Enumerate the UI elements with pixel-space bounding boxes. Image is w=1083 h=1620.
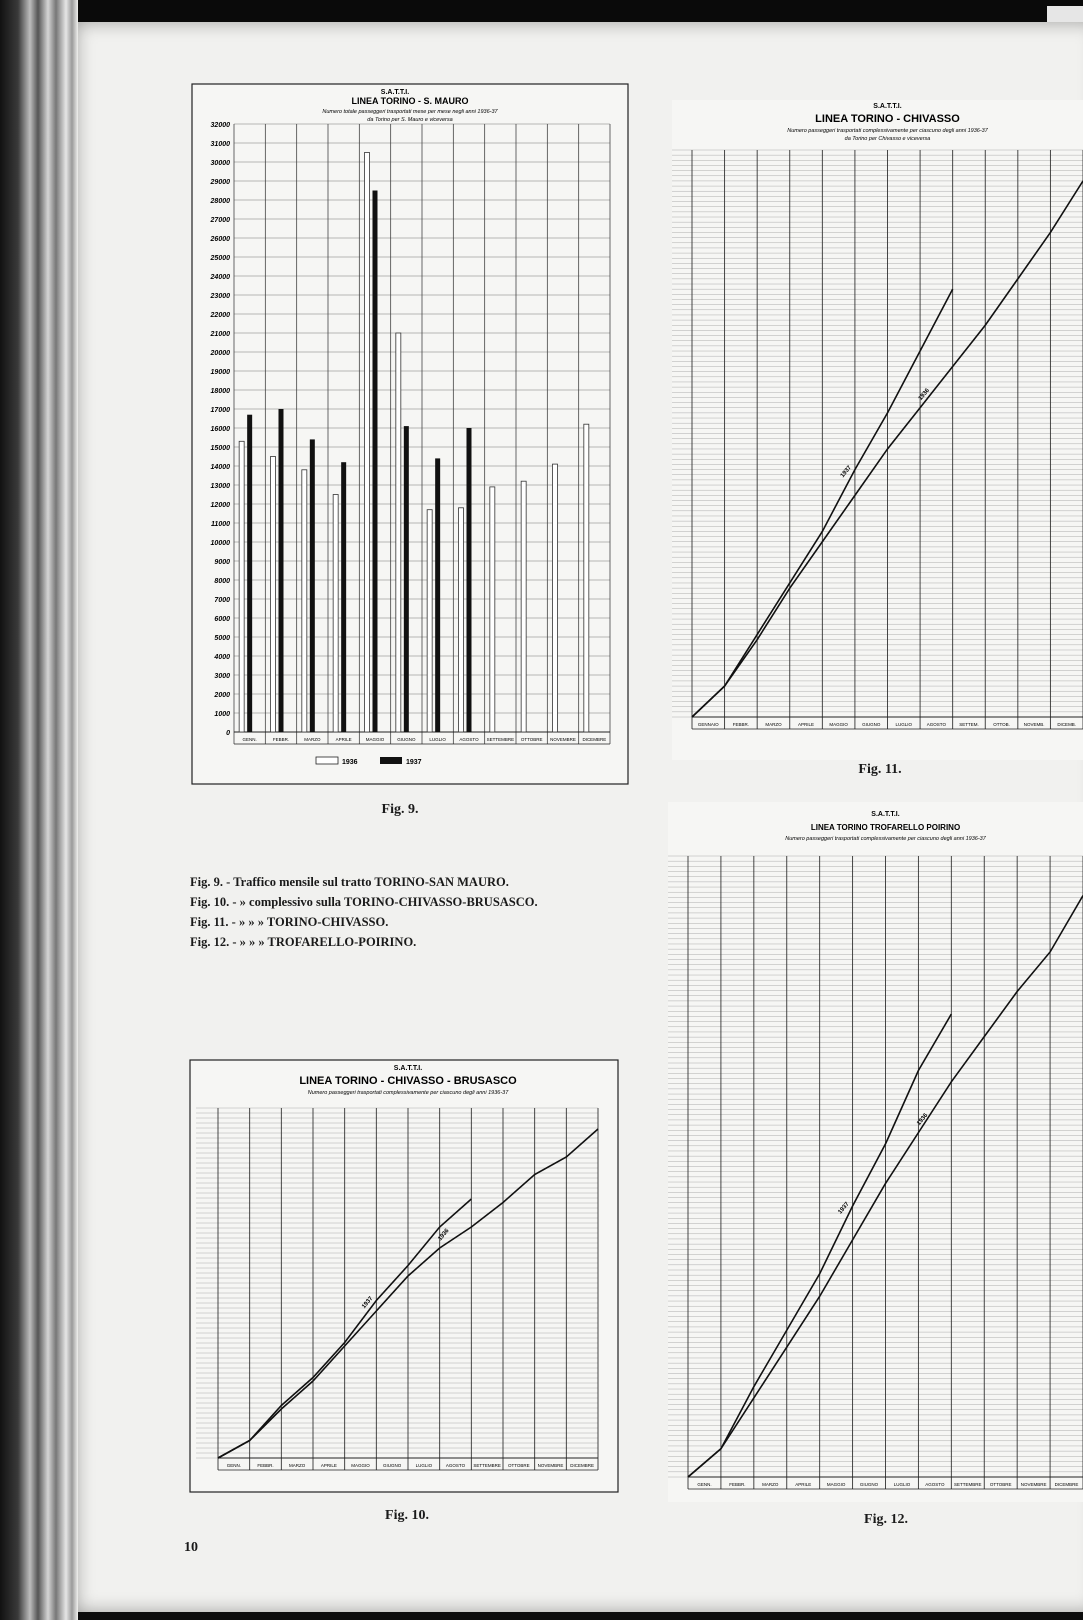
y-tick-label: 30000 <box>210 160 230 167</box>
x-tick-label: DICEMBRE <box>582 737 607 742</box>
figure-captions-list <box>190 872 538 952</box>
legend-swatch-1937 <box>380 757 402 764</box>
y-tick-label: 24000 <box>210 274 230 281</box>
x-tick-label: MARZO <box>762 1482 779 1487</box>
fig10-line-chart <box>188 1058 620 1494</box>
caption-row-fig10 <box>190 892 538 912</box>
y-tick-label: 20000 <box>210 350 230 357</box>
x-tick-label: LUGLIO <box>895 722 913 727</box>
y-tick-label: 1000 <box>214 711 230 718</box>
y-tick-label: 14000 <box>210 464 230 471</box>
legend-label-1937: 1937 <box>406 759 422 766</box>
caption-fig-num: Fig. 11. - <box>190 915 236 929</box>
x-tick-label: DICEMBRE <box>570 1463 595 1468</box>
y-tick-label: 16000 <box>210 426 230 433</box>
x-tick-label: OTTOBRE <box>989 1482 1012 1487</box>
caption-row-fig11 <box>190 912 538 932</box>
x-tick-label: MAGGIO <box>829 722 848 727</box>
bar-1937 <box>435 458 440 732</box>
x-tick-label: SETTEMBRE <box>486 737 515 742</box>
series-label-1936: 1936 <box>917 387 931 402</box>
chart-title: LINEA TORINO TROFARELLO POIRINO <box>810 823 961 832</box>
fig9-bar-chart <box>190 82 630 790</box>
x-tick-label: OTTOBRE <box>507 1463 530 1468</box>
x-tick-label: FEBBR. <box>272 737 290 742</box>
y-tick-label: 31000 <box>210 141 230 148</box>
x-tick-label: AGOSTO <box>925 1482 945 1487</box>
caption-text: Traffico mensile sul tratto TORINO-SAN MAURO. <box>233 875 509 889</box>
chart-title-top: S.A.T.T.I. <box>873 103 902 110</box>
y-tick-label: 27000 <box>210 217 230 224</box>
chart-title: LINEA TORINO - S. MAURO <box>351 96 469 106</box>
y-tick-label: 9000 <box>214 559 230 566</box>
fig12-caption: Fig. 12. <box>864 1512 908 1527</box>
series-label-1937: 1937 <box>361 1295 375 1310</box>
x-tick-label: OTTOB. <box>993 722 1010 727</box>
chart-subtitle: Numero passeggeri trasportati complessivamente per ciascuno degli anni 1936-37 <box>307 1090 509 1096</box>
x-tick-label: APRILE <box>798 722 815 727</box>
bar-1937 <box>341 462 346 732</box>
y-tick-label: 18000 <box>210 388 230 395</box>
x-tick-label: OTTOBRE <box>520 737 543 742</box>
y-tick-label: 25000 <box>210 255 230 262</box>
fig9-caption: Fig. 9. <box>381 802 419 817</box>
bar-1936 <box>521 481 526 732</box>
y-tick-label: 5000 <box>214 635 230 642</box>
y-tick-label: 15000 <box>210 445 230 452</box>
x-tick-label: AGOSTO <box>445 1463 466 1468</box>
chart-frame <box>190 1060 618 1492</box>
bar-1937 <box>247 415 252 732</box>
bar-1936 <box>396 333 401 732</box>
x-tick-label: NOVEMBRE <box>537 1463 564 1468</box>
fig11-line-chart <box>672 100 1083 760</box>
x-tick-label: GENNAIO <box>697 722 719 727</box>
bar-1936 <box>239 441 244 732</box>
y-tick-label: 22000 <box>210 312 230 319</box>
x-tick-label: SETTEMBRE <box>473 1463 501 1468</box>
y-tick-label: 0 <box>226 730 230 737</box>
x-tick-label: NOVEMBRE <box>1020 1482 1047 1487</box>
x-tick-label: MAGGIO <box>351 1463 370 1468</box>
caption-text: » » » TORINO-CHIVASSO. <box>238 915 389 929</box>
x-tick-label: MARZO <box>304 737 321 742</box>
caption-text: » complessivo sulla TORINO-CHIVASSO-BRUSASCO. <box>239 895 538 909</box>
x-tick-label: APRILE <box>335 737 352 742</box>
y-tick-label: 2000 <box>214 692 230 699</box>
chart-title: LINEA TORINO - CHIVASSO - BRUSASCO <box>299 1075 517 1087</box>
bar-1936 <box>584 424 589 732</box>
y-tick-label: 32000 <box>210 122 230 129</box>
y-tick-label: 11000 <box>211 521 230 528</box>
x-tick-label: DICEMB. <box>1057 722 1077 727</box>
bar-1936 <box>333 495 338 733</box>
x-tick-label: MARZO <box>765 722 782 727</box>
y-tick-label: 29000 <box>210 179 230 186</box>
fig11-caption: Fig. 11. <box>858 762 902 777</box>
chart-background <box>668 802 1083 1502</box>
fig10-caption: Fig. 10. <box>385 1508 429 1523</box>
page-number: 10 <box>184 1540 198 1555</box>
bar-1937 <box>372 191 377 733</box>
chart-title: LINEA TORINO - CHIVASSO <box>815 113 960 125</box>
x-tick-label: GENN. <box>242 737 257 742</box>
y-tick-label: 3000 <box>214 673 230 680</box>
series-label-1937: 1937 <box>839 464 853 480</box>
x-tick-label: SETTEM. <box>959 722 979 727</box>
series-label-1937: 1937 <box>837 1201 851 1216</box>
y-tick-label: 19000 <box>210 369 230 376</box>
y-tick-label: 21000 <box>210 331 230 338</box>
x-tick-label: FEBBR. <box>257 1463 274 1468</box>
caption-row-fig12 <box>190 932 538 952</box>
x-tick-label: DICEMBRE <box>1054 1482 1079 1487</box>
caption-fig-num: Fig. 12. - <box>190 935 237 949</box>
x-tick-label: NOVEMBRE <box>550 737 576 742</box>
bar-1936 <box>427 510 432 732</box>
chart-subtitle: Numero passeggeri trasportati complessivamente per ciascuno degli anni 1936-37 <box>785 836 986 842</box>
bar-1936 <box>458 508 463 732</box>
x-tick-label: MAGGIO <box>365 737 385 742</box>
y-tick-label: 12000 <box>210 502 230 509</box>
y-tick-label: 6000 <box>214 616 230 623</box>
x-tick-label: AGOSTO <box>926 722 946 727</box>
x-tick-label: APRILE <box>320 1463 337 1468</box>
y-tick-label: 8000 <box>214 578 230 585</box>
legend-swatch-1936 <box>316 757 338 764</box>
bar-1936 <box>364 153 369 733</box>
chart-title-top: S.A.T.T.I. <box>871 811 900 818</box>
series-label-1936: 1936 <box>916 1112 930 1127</box>
caption-row-fig9 <box>190 872 538 892</box>
chart-subtitle: Numero totale passeggeri trasportati mese per mese negli anni 1936-37 <box>322 109 498 115</box>
fig12-line-chart <box>668 802 1083 1502</box>
top-border <box>0 0 1083 22</box>
chart-subtitle-2: da Torino per S. Mauro e viceversa <box>367 117 453 123</box>
bar-1936 <box>270 457 275 733</box>
bar-1937 <box>404 426 409 732</box>
y-tick-label: 17000 <box>210 407 230 414</box>
x-tick-label: MAGGIO <box>826 1482 846 1487</box>
y-tick-label: 28000 <box>210 198 230 205</box>
chart-title-top: S.A.T.T.I. <box>380 89 410 96</box>
caption-fig-num: Fig. 9. - <box>190 875 231 889</box>
bar-1937 <box>278 409 283 732</box>
legend-label-1936: 1936 <box>342 759 358 766</box>
bar-1936 <box>552 464 557 732</box>
x-tick-label: GIUGNO <box>862 722 881 727</box>
caption-fig-num: Fig. 10. - <box>190 895 237 909</box>
x-tick-label: APRILE <box>795 1482 812 1487</box>
x-tick-label: NOVEMB. <box>1023 722 1045 727</box>
x-tick-label: AGOSTO <box>459 737 479 742</box>
y-tick-label: 23000 <box>210 293 230 300</box>
x-tick-label: GIUGNO <box>397 737 416 742</box>
x-tick-label: LUGLIO <box>429 737 446 742</box>
x-tick-label: SETTEMBRE <box>954 1482 982 1487</box>
x-tick-label: GENN. <box>697 1482 712 1487</box>
bar-1936 <box>302 470 307 732</box>
x-tick-label: GENN. <box>226 1463 241 1468</box>
chart-title-top: S.A.T.T.I. <box>393 1065 423 1072</box>
chart-subtitle: Numero passeggeri trasportati complessivamente per ciascuno degli anni 1936-37 <box>787 128 988 134</box>
caption-text: » » » TROFARELLO-POIRINO. <box>239 935 417 949</box>
x-tick-label: GIUGNO <box>859 1482 879 1487</box>
y-tick-label: 13000 <box>210 483 230 490</box>
y-tick-label: 4000 <box>214 654 230 661</box>
x-tick-label: MARZO <box>289 1463 306 1468</box>
x-tick-label: LUGLIO <box>893 1482 911 1487</box>
bar-1937 <box>466 428 471 732</box>
series-label-1936: 1936 <box>437 1228 451 1243</box>
x-tick-label: GIUGNO <box>383 1463 402 1468</box>
bar-1936 <box>490 487 495 732</box>
chart-frame <box>192 84 628 784</box>
x-tick-label: FEBBR. <box>729 1482 746 1487</box>
x-tick-label: FEBBR. <box>732 722 750 727</box>
bar-1937 <box>310 439 315 732</box>
y-tick-label: 26000 <box>210 236 230 243</box>
chart-subtitle-2: da Torino per Chivasso e viceversa <box>844 136 931 142</box>
y-tick-label: 7000 <box>214 597 230 604</box>
y-tick-label: 10000 <box>210 540 230 547</box>
book-binding <box>0 0 78 1620</box>
x-tick-label: LUGLIO <box>415 1463 433 1468</box>
